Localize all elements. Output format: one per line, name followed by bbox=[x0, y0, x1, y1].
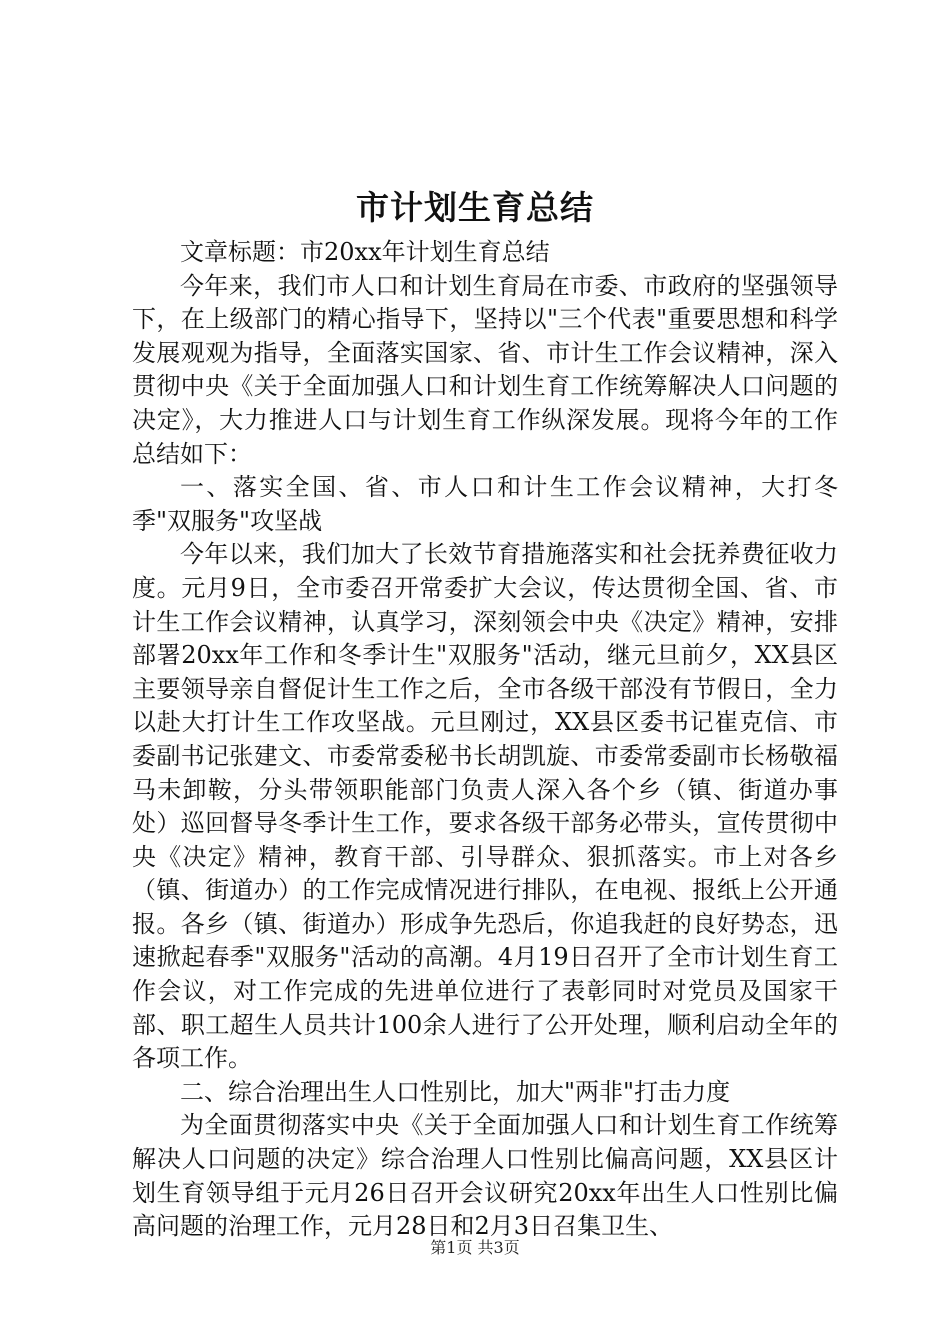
section-1-paragraph: 今年以来，我们加大了长效节育措施落实和社会抚养费征收力度。元月9日，全市委召开常委扩大会议，传达贯彻全国、省、市计生工作会议精神，认真学习，深刻领会中央《决定》精神，安排部署20xx年工作和冬季计生"双服务"活动，继元旦前夕，XX县区主要领导亲自督促计生工作之后，全市各级干部没有节假日，全力以赴大打计生工作攻坚战。元旦刚过，XX县区委书记崔克信、市委副书记张建文、市委常委秘书长胡凯旋、市委常委副市长杨敬福马未卸鞍，分头带领职能部门负责人深入各个乡（镇、街道办事处）巡回督导冬季计生工作，要求各级干部务必带头，宣传贯彻中央《决定》精神，教育干部、引导群众、狠抓落实。市上对各乡（镇、街道办）的工作完成情况进行排队，在电视、报纸上公开通报。各乡（镇、街道办）形成争先恐后，你追我赶的良好势态，迅速掀起春季"双服务"活动的高潮。4月19日召开了全市计划生育工作会议，对工作完成的先进单位进行了表彰同时对党员及国家干部、职工超生人员共计100余人进行了公开处理，顺利启动全年的各项工作。 bbox=[132, 540, 838, 1073]
document-body bbox=[132, 236, 838, 1244]
section-2-paragraph: 为全面贯彻落实中央《关于全面加强人口和计划生育工作统筹解决人口问题的决定》综合治理人口性别比偏高问题，XX县区计划生育领导组于元月26日召开会议研究20xx年出生人口性别比偏高问题的治理工作，元月28日和2月3日召集卫生、 bbox=[132, 1111, 838, 1241]
document-title: 市计划生育总结 bbox=[356, 188, 594, 227]
intro-paragraph: 今年来，我们市人口和计划生育局在市委、市政府的坚强领导下，在上级部门的精心指导下，坚持以"三个代表"重要思想和科学发展观观为指导，全面落实国家、省、市计生工作会议精神，深入贯彻中央《关于全面加强人口和计划生育工作统筹解决人口问题的决定》，大力推进人口与计划生育工作纵深发展。现将今年的工作总结如下： bbox=[132, 271, 838, 468]
section-heading-2: 二、综合治理出生人口性别比，加大"两非"打击力度 bbox=[180, 1077, 731, 1106]
page-footer: 第1页 共3页 bbox=[430, 1238, 520, 1257]
article-title-line: 文章标题：市20xx年计划生育总结 bbox=[180, 238, 550, 266]
section-heading-1: 一、落实全国、省、市人口和计生工作会议精神，大打冬季"双服务"攻坚战 bbox=[132, 473, 838, 535]
